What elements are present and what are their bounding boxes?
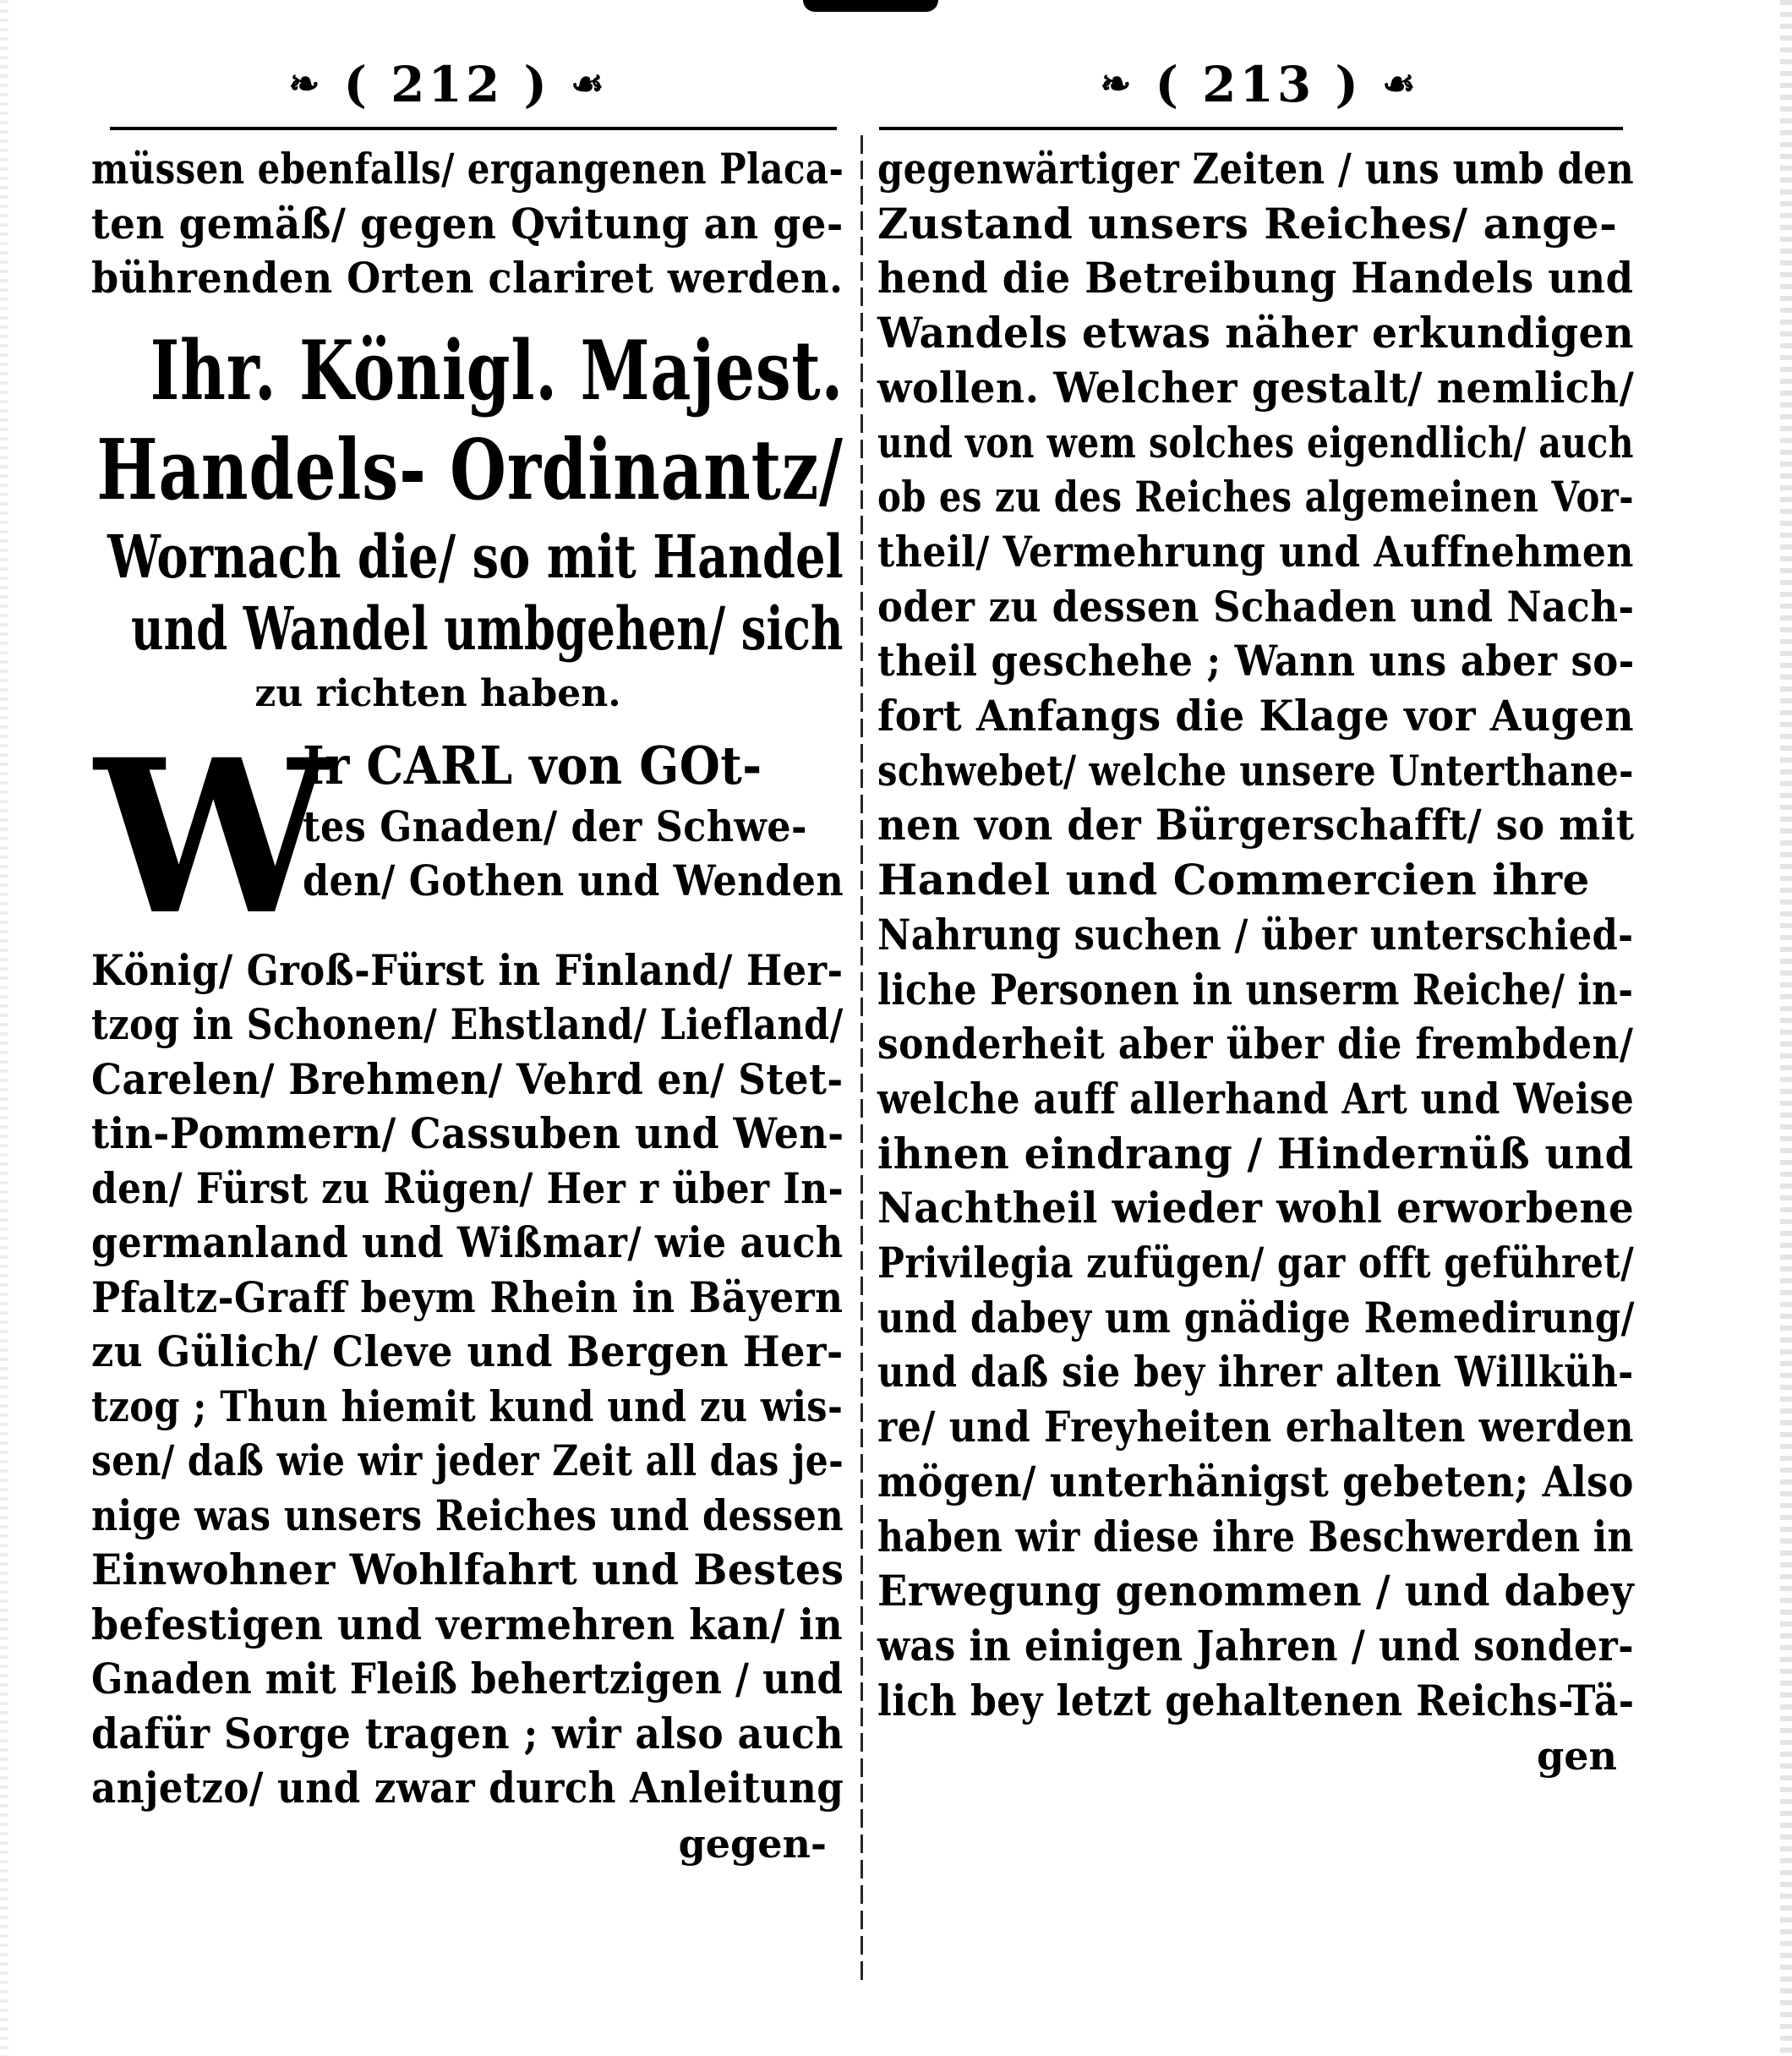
text-line: und dabey um gnädige Remedirung/ [877, 1292, 1635, 1342]
ordinance-title-line-4: und Wandel umbgehen/ sich [130, 593, 844, 664]
right-page [871, 0, 1635, 2056]
text-line: den/ Fürst zu Rügen/ Her r über In- [91, 1162, 844, 1213]
text-line: Erwegung genommen / und dabey [877, 1566, 1635, 1616]
ornament-left-icon: ❧ [288, 63, 324, 106]
text-line: theil/ Vermehrung und Auffnehmen [877, 526, 1634, 577]
header-rule-left [110, 127, 837, 130]
drop-cap-initial: W [95, 712, 332, 961]
text-line: nige was unsers Reiches und dessen [91, 1490, 844, 1540]
text-line: zu Gülich/ Cleve und Bergen Her- [91, 1326, 844, 1376]
text-line: gegenwärtiger Zeiten / uns umb den [877, 144, 1635, 194]
ornament-left-icon: ❧ [1100, 63, 1135, 106]
text-line: schwebet/ welche unsere Unterthane- [877, 745, 1634, 796]
text-line: sonderheit aber über die frembden/ [877, 1019, 1634, 1069]
gutter-rule [860, 135, 863, 1987]
text-line: den/ Gothen und Wenden [303, 855, 844, 905]
ordinance-title-line-5: zu richten haben. [254, 671, 621, 715]
text-line: Wandels etwas näher erkundigen [877, 308, 1634, 358]
text-line: bührenden Orten clariret werden. [91, 253, 844, 303]
left-page [76, 0, 845, 2056]
text-line: anjetzo/ und zwar durch Anleitung [91, 1763, 844, 1813]
text-line: dafür Sorge tragen ; wir also auch [91, 1708, 844, 1758]
right-column [877, 142, 1634, 1784]
text-line: befestigen und vermehren kan/ in [91, 1599, 844, 1649]
page-number-right: ❧ ( 213 ) ☙ [1100, 56, 1419, 113]
ornament-right-icon: ☙ [571, 63, 608, 106]
text-line: tin-Pommern/ Cassuben und Wen- [91, 1108, 844, 1158]
header-rule-right [879, 127, 1623, 130]
text-line: wollen. Welcher gestalt/ nemlich/ [877, 362, 1635, 413]
text-line: liche Personen in unserm Reiche/ in- [877, 964, 1634, 1014]
page-number-value: 213 [1202, 56, 1315, 113]
catchword-left: gegen- [678, 1820, 827, 1867]
text-line: nen von der Bürgerschafft/ so mit [877, 800, 1635, 850]
text-line: und daß sie bey ihrer alten Willküh- [877, 1347, 1634, 1397]
text-line: fort Anfangs die Klage vor Augen [877, 691, 1635, 741]
left-page-edge [0, 0, 8, 2056]
text-line: Zustand unsers Reiches/ ange- [877, 198, 1618, 249]
text-line: Gnaden mit Fleiß behertzigen / und [91, 1654, 844, 1703]
text-line: Einwohner Wohlfahrt und Bestes [91, 1545, 844, 1594]
text-line: Nachtheil wieder wohl erworbene [877, 1183, 1635, 1233]
text-line: Privilegia zufügen/ gar offt geführet/ [877, 1238, 1635, 1288]
text-line: und von wem solches eigendlich/ auch [877, 417, 1634, 468]
text-line: ten gemäß/ gegen Qvitung an ge- [91, 198, 844, 249]
text-line: theil geschehe ; Wann uns aber so- [877, 636, 1635, 686]
left-column [91, 142, 844, 1872]
text-line: sen/ daß wie wir jeder Zeit all das je- [91, 1435, 844, 1485]
text-line: Carelen/ Brehmen/ Vehrd en/ Stet- [91, 1053, 844, 1104]
text-line: tes Gnaden/ der Schwe- [303, 801, 807, 851]
text-line: tzog in Schonen/ Ehstland/ Liefland/ [91, 999, 844, 1049]
text-line: hend die Betreibung Handels und [877, 253, 1634, 303]
text-line: ob es zu des Reiches algemeinen Vor- [877, 472, 1634, 522]
text-line: haben wir diese ihre Beschwerden in [877, 1511, 1634, 1561]
catchword-right: gen [1537, 1733, 1617, 1780]
right-page-edge [1780, 0, 1792, 2056]
text-line: tzog ; Thun hiemit kund und zu wis- [91, 1381, 844, 1431]
page-number-value: 212 [391, 56, 504, 113]
text-line: Ir CARL von GOt- [303, 734, 762, 796]
ordinance-title-line-3: Wornach die/ so mit Handel [107, 521, 844, 592]
text-line: germanland und Wißmar/ wie auch [91, 1217, 844, 1267]
text-line: re/ und Freyheiten erhalten werden [877, 1402, 1634, 1452]
text-line: Pfaltz-Graff beym Rhein in Bäyern [91, 1271, 844, 1322]
text-line: mögen/ unterhänigst gebeten; Also [877, 1456, 1634, 1506]
ordinance-title-line-1: Ihr. Königl. Majest. [150, 322, 844, 418]
text-line: welche auff allerhand Art und Weise [877, 1073, 1635, 1124]
text-line: Handel und Commercien ihre [877, 855, 1590, 905]
text-line: müssen ebenfalls/ ergangenen Placa- [91, 144, 844, 194]
ornament-right-icon: ☙ [1382, 63, 1419, 106]
ordinance-title-line-2: Handels- Ordinantz/ [96, 421, 844, 519]
text-line: König/ Groß-Fürst in Finland/ Her- [91, 944, 844, 995]
text-line: ihnen eindrang / Hindernüß und [877, 1128, 1634, 1178]
text-line: was in einigen Jahren / und sonder- [877, 1620, 1634, 1670]
decorated-initial-block [91, 712, 844, 961]
text-line: Nahrung suchen / über unterschied- [877, 909, 1634, 960]
page-number-left: ❧ ( 212 ) ☙ [288, 56, 608, 113]
initial-lines [303, 732, 910, 908]
text-line: lich bey letzt gehaltenen Reichs-Tä- [877, 1675, 1635, 1725]
text-line: oder zu dessen Schaden und Nach- [877, 581, 1635, 632]
